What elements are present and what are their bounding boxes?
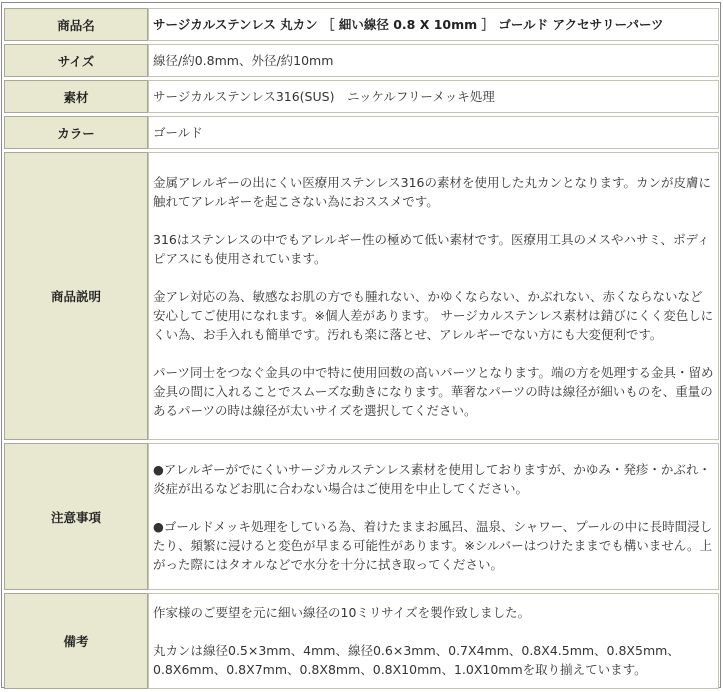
label-size: サイズ (4, 44, 148, 77)
row-notes (4, 443, 719, 590)
description-paragraph: 金属アレルギーの出にくい医療用ステンレス316の素材を使用した丸カンとなります。カンが皮膚に触れてアレルギーを起こさない為におススメです。 (153, 174, 711, 209)
description-paragraph: 金アレ対応の為、敏感なお肌の方でも腫れない、かゆくならない、かぶれない、赤くならないなど安心してご使用になれます。※個人差があります。 サージカルステンレス素材は錆びにくく変色しにくい為、お手入れも簡単です。汚れも楽に落とせ、アレルギーでない方にも大変便利です。 (153, 288, 714, 342)
value-description (148, 152, 719, 440)
product-spec-table (4, 5, 719, 692)
row-material (4, 80, 719, 113)
remarks-paragraph: 丸カンは線径0.5×3mm、4mm、線径0.6×3mm、0.7X4mm、0.8X4.5mm、0.8X5mm、0.8X6mm、0.8X7mm、0.8X8mm、0.8X10mm、1.0X10mmを取り揃えています。 (153, 643, 680, 677)
label-notes: 注意事項 (4, 443, 148, 590)
value-color: ゴールド (148, 116, 719, 149)
row-size (4, 44, 719, 77)
value-product-name: サージカルステンレス 丸カン ［ 細い線径 0.8 X 10mm ］ ゴールド アクセサリーパーツ (148, 8, 719, 41)
remarks-paragraph: 作家様のご要望を元に細い線径の10ミリサイズを製作致しました。 (153, 605, 531, 620)
notes-paragraph: ●ゴールドメッキ処理をしている為、着けたままお風呂、温泉、シャワー、プールの中に長時間浸したり、頻繁に浸けると変色が早まる可能性があります。※シルバーはつけたままでも構いません。上がった際にはタオルなどで水分を十分に拭き取ってください。 (153, 518, 713, 572)
label-product-name: 商品名 (4, 8, 148, 41)
notes-paragraph: ●アレルギーがでにくいサージカルステンレス素材を使用しておりますが、かゆみ・発疹・かぶれ・炎症が出るなどお肌に合わない場合はご使用を中止してください。 (153, 461, 711, 496)
label-color: カラー (4, 116, 148, 149)
value-notes (148, 443, 719, 590)
row-remarks (4, 593, 719, 689)
label-material: 素材 (4, 80, 148, 113)
label-description: 商品説明 (4, 152, 148, 440)
value-size: 線径/約0.8mm、外径/約10mm (148, 44, 719, 77)
description-paragraph: パーツ同士をつなぐ金具の中で特に使用回数の高いパーツとなります。端の方を処理する金具・留め金具の間に入れることでスムーズな動きになります。華奢なパーツの時は線径が細いものを、重量のあるパーツの時は線径が太いサイズを選択してください。 (153, 364, 714, 418)
value-remarks (148, 593, 719, 689)
row-color (4, 116, 719, 149)
value-material: サージカルステンレス316(SUS) ニッケルフリーメッキ処理 (148, 80, 719, 113)
label-remarks: 備考 (4, 593, 148, 689)
description-paragraph: 316はステンレスの中でもアレルギー性の極めて低い素材です。医療用工具のメスやハサミ、ボディピアスにも使用されています。 (153, 231, 710, 266)
row-product-name (4, 8, 719, 41)
row-description (4, 152, 719, 440)
